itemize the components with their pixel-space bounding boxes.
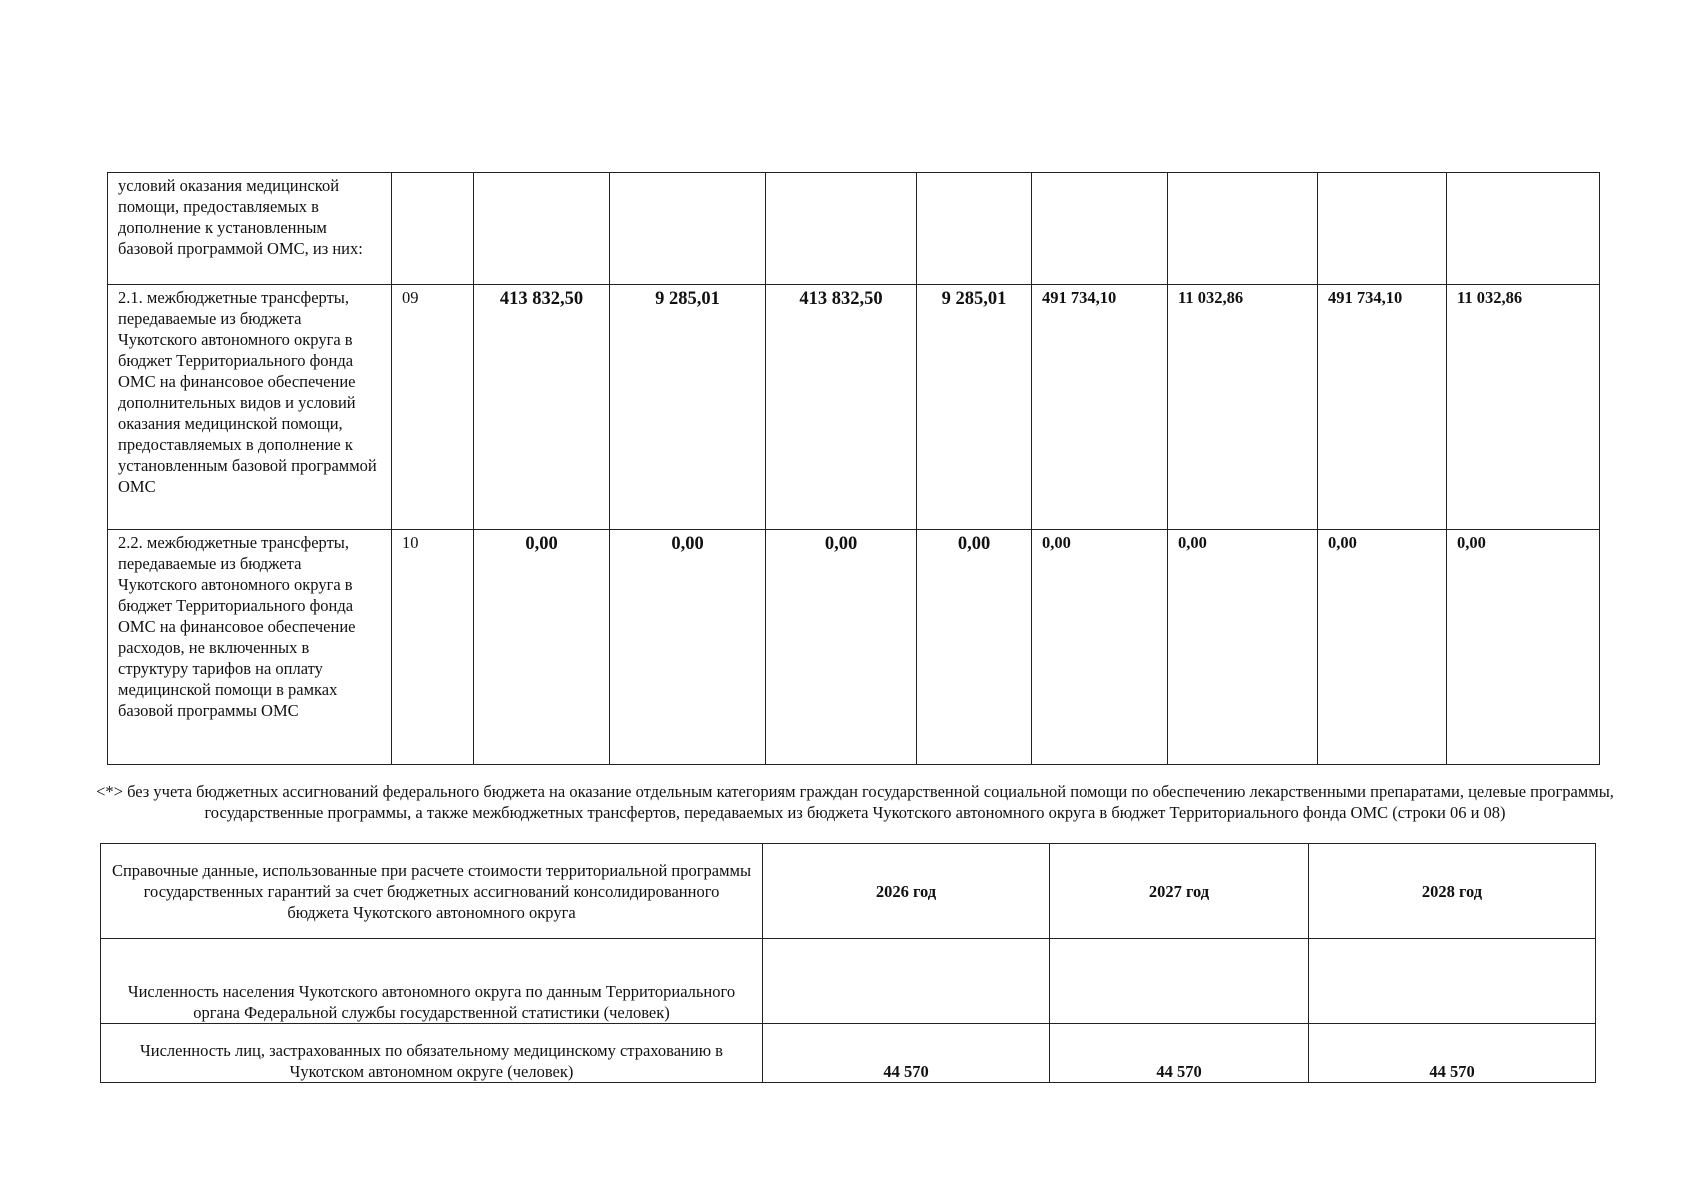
year-header: 2028 год	[1309, 844, 1596, 939]
value-cell	[1318, 173, 1447, 285]
value-cell: 413 832,50	[474, 285, 610, 530]
row-description: условий оказания медицинской помощи, предоставляемых в дополнение к установленным базовой программой ОМС, из них:	[108, 173, 392, 285]
population-label: Численность населения Чукотского автономного округа по данным Территориального органа Федеральной службы государственной статистики (человек)	[101, 939, 763, 1024]
budget-table	[107, 172, 1600, 765]
value-cell: 0,00	[1318, 530, 1447, 765]
value-cell: 0,00	[766, 530, 917, 765]
insured-value: 44 570	[1309, 1024, 1596, 1083]
value-cell: 491 734,10	[1318, 285, 1447, 530]
value-cell: 11 032,86	[1168, 285, 1318, 530]
insured-value: 44 570	[763, 1024, 1050, 1083]
row-code: 09	[392, 285, 474, 530]
population-value	[1050, 939, 1309, 1024]
value-cell	[766, 173, 917, 285]
reference-label: Справочные данные, использованные при расчете стоимости территориальной программы государственных гарантий за счет бюджетных ассигнований консолидированного бюджета Чукотского автономного округа	[101, 844, 763, 939]
value-cell: 0,00	[917, 530, 1032, 765]
footnote: <*> без учета бюджетных ассигнований федерального бюджета на оказание отдельным категориям граждан государственной социальной помощи по обеспечению лекарственными препаратами, целевые программы, государственные программы, а также межбюджетных трансфертов, передаваемых из бюджета Чукотского автономного округа в бюджет Территориального фонда ОМС (строки 06 и 08)	[96, 782, 1614, 822]
value-cell	[917, 173, 1032, 285]
value-cell: 413 832,50	[766, 285, 917, 530]
year-header: 2026 год	[763, 844, 1050, 939]
year-header: 2027 год	[1050, 844, 1309, 939]
value-cell: 11 032,86	[1447, 285, 1600, 530]
reference-table	[100, 843, 1596, 1083]
table-header-row	[101, 844, 1596, 939]
table-row	[101, 939, 1596, 1024]
value-cell: 9 285,01	[610, 285, 766, 530]
value-cell: 0,00	[1447, 530, 1600, 765]
insured-label: Численность лиц, застрахованных по обязательному медицинскому страхованию в Чукотском автономном округе (человек)	[101, 1024, 763, 1083]
value-cell: 491 734,10	[1032, 285, 1168, 530]
value-cell: 0,00	[1168, 530, 1318, 765]
value-cell: 0,00	[474, 530, 610, 765]
table-row	[108, 285, 1600, 530]
row-description: 2.1. межбюджетные трансферты, передаваемые из бюджета Чукотского автономного округа в бюджет Территориального фонда ОМС на финансовое обеспечение дополнительных видов и условий оказания медицинской помощи, предоставляемых в дополнение к установленным базовой программой ОМС	[108, 285, 392, 530]
value-cell: 0,00	[610, 530, 766, 765]
value-cell: 9 285,01	[917, 285, 1032, 530]
value-cell	[610, 173, 766, 285]
value-cell	[1447, 173, 1600, 285]
table-row	[108, 530, 1600, 765]
insured-value: 44 570	[1050, 1024, 1309, 1083]
table-row	[101, 1024, 1596, 1083]
value-cell	[1168, 173, 1318, 285]
value-cell	[1032, 173, 1168, 285]
population-value	[763, 939, 1050, 1024]
value-cell	[474, 173, 610, 285]
value-cell: 0,00	[1032, 530, 1168, 765]
row-code	[392, 173, 474, 285]
row-description: 2.2. межбюджетные трансферты, передаваемые из бюджета Чукотского автономного округа в бюджет Территориального фонда ОМС на финансовое обеспечение расходов, не включенных в структуру тарифов на оплату медицинской помощи в рамках базовой программы ОМС	[108, 530, 392, 765]
population-value	[1309, 939, 1596, 1024]
row-code: 10	[392, 530, 474, 765]
table-row	[108, 173, 1600, 285]
